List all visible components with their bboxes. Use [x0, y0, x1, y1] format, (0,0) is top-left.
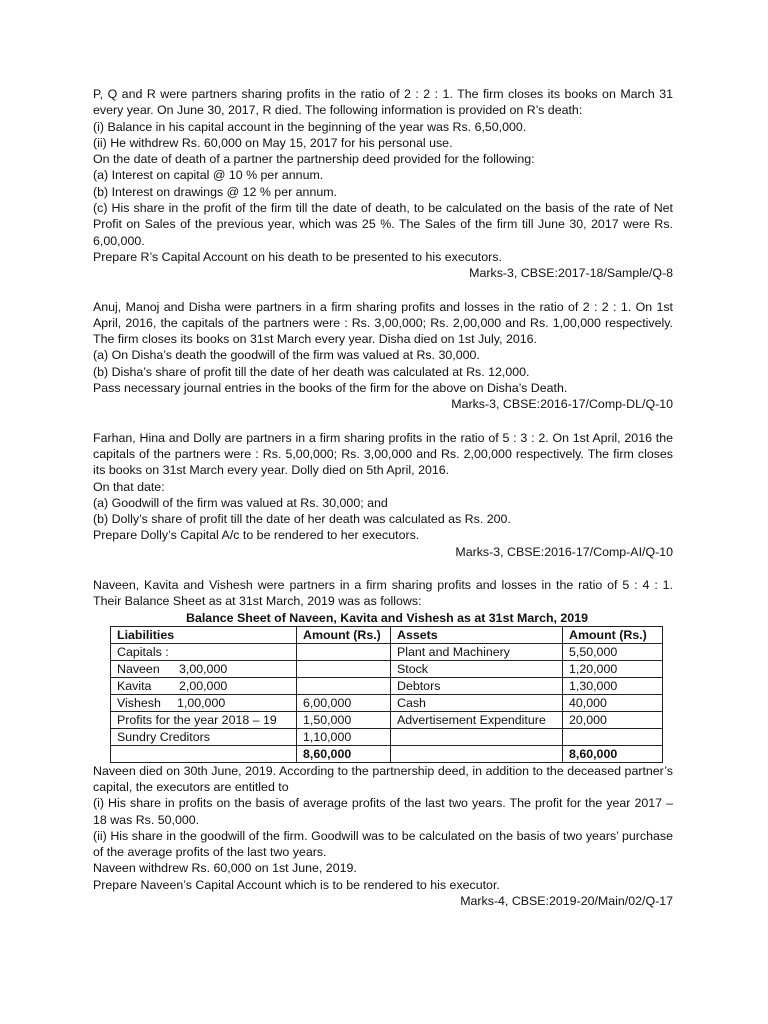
- table-row: [111, 711, 663, 728]
- header-cell: Liabilities: [111, 626, 297, 643]
- liability-cell: Profits for the year 2018 – 19: [111, 711, 297, 728]
- question-text: (ii) His share in the goodwill of the firm. Goodwill was to be calculated on the basis of two years’ purchase of the average profits of the last two years.: [93, 828, 673, 860]
- question-text: (a) Interest on capital @ 10 % per annum.: [93, 168, 324, 183]
- table-total-row: [111, 745, 663, 762]
- question-text: (b) Interest on drawings @ 12 % per annum.: [93, 184, 337, 199]
- table-row: [111, 660, 663, 677]
- partner-name: Naveen: [117, 661, 160, 676]
- asset-cell: Cash: [391, 694, 563, 711]
- marks-reference: Marks-4, CBSE:2019-20/Main/02/Q-17: [460, 893, 673, 908]
- header-cell: Amount (Rs.): [297, 626, 391, 643]
- question-4: [93, 577, 673, 909]
- balance-sheet-table: [110, 626, 663, 763]
- amount-cell: 20,000: [563, 711, 663, 728]
- question-text: Prepare R’s Capital Account on his death to be presented to his executors.: [93, 249, 502, 264]
- table-header-row: [111, 626, 663, 643]
- total-amount-cell: 8,60,000: [563, 745, 663, 762]
- amount-cell: 1,20,000: [563, 660, 663, 677]
- table-row: [111, 728, 663, 745]
- partner-name: Kavita: [117, 678, 152, 693]
- question-text: Pass necessary journal entries in the books of the firm for the above on Disha’s Death.: [93, 381, 568, 396]
- question-text: Naveen, Kavita and Vishesh were partners in a firm sharing profits and losses in the ratio of 5 : 4 : 1. Their Balance Sheet as at 31st March, 2019 was as follows:: [93, 578, 673, 609]
- asset-cell: Plant and Machinery: [391, 643, 563, 660]
- liability-cell: [111, 694, 297, 711]
- table-row: [111, 694, 663, 711]
- question-text: (c) His share in the profit of the firm till the date of death, to be calculated on the basis of the rate of Net Profit on Sales of the previous year, which was 25 %. The Sales of the firm till June 30, 2017 were Rs. 6,00,000.: [93, 201, 673, 248]
- asset-cell: Debtors: [391, 677, 563, 694]
- table-row: [111, 643, 663, 660]
- question-text: (i) Balance in his capital account in the beginning of the year was Rs. 6,50,000.: [93, 119, 527, 134]
- balance-sheet-title: Balance Sheet of Naveen, Kavita and Vishesh as at 31st March, 2019: [186, 610, 588, 625]
- amount-cell: 1,30,000: [563, 677, 663, 694]
- question-text: Farhan, Hina and Dolly are partners in a firm sharing profits in the ratio of 5 : 3 : 2. On 1st April, 2016 the capitals of the partners were : Rs. 5,00,000; Rs. 3,00,000 and Rs. 2,00,000 respectively. The firm closes its books on 31st March every year. Dolly died on 5th April, 2016.: [93, 430, 673, 478]
- question-text: Naveen withdrew Rs. 60,000 on 1st June, 2019.: [93, 861, 357, 876]
- amount-cell: [563, 728, 663, 745]
- amount-cell: 1,10,000: [297, 728, 391, 745]
- question-3: [93, 430, 673, 560]
- question-text: (ii) He withdrew Rs. 60,000 on May 15, 2017 for his personal use.: [93, 135, 453, 150]
- asset-cell: [391, 745, 563, 762]
- amount-cell: 5,50,000: [563, 643, 663, 660]
- header-cell: Assets: [391, 626, 563, 643]
- question-text: (a) Goodwill of the firm was valued at Rs. 30,000; and: [93, 495, 388, 510]
- question-text: (b) Disha’s share of profit till the date of her death was calculated at Rs. 12,000.: [93, 364, 530, 379]
- liability-cell: [111, 745, 297, 762]
- marks-reference: Marks-3, CBSE:2016-17/Comp-AI/Q-10: [455, 544, 673, 559]
- amount-cell: [297, 643, 391, 660]
- document-page: [93, 86, 673, 909]
- asset-cell: [391, 728, 563, 745]
- question-text: Prepare Dolly’s Capital A/c to be rendered to her executors.: [93, 528, 420, 543]
- amount-cell: 1,50,000: [297, 711, 391, 728]
- question-text: On that date:: [93, 479, 165, 494]
- question-text: P, Q and R were partners sharing profits in the ratio of 2 : 2 : 1. The firm closes its books on March 31 every year. On June 30, 2017, R died. The following information is provided on R’s death:: [93, 87, 673, 118]
- question-text: (i) His share in profits on the basis of average profits of the last two years. The profit for the year 2017 – 18 was Rs. 50,000.: [93, 796, 673, 827]
- question-text: (b) Dolly’s share of profit till the date of her death was calculated as Rs. 200.: [93, 512, 511, 527]
- question-text: Prepare Naveen’s Capital Account which is to be rendered to his executor.: [93, 877, 500, 892]
- question-text: Naveen died on 30th June, 2019. According to the partnership deed, in addition to the deceased partner’s capital, the executors are entitled to: [93, 763, 673, 794]
- partner-capital: 1,00,000: [177, 695, 226, 710]
- liability-cell: [111, 660, 297, 677]
- question-2: [93, 299, 673, 413]
- amount-cell: 6,00,000: [297, 694, 391, 711]
- question-text: Anuj, Manoj and Disha were partners in a firm sharing profits and losses in the ratio of 2 : 2 : 1. On 1st April, 2016, the capitals of the partners were : Rs. 3,00,000; Rs. 2,00,000 and Rs. 1,00,000 respectively. The firm closes its books on 31st March every year. Disha died on 1st July, 2016.: [93, 299, 673, 347]
- partner-capital: 3,00,000: [179, 661, 228, 676]
- header-cell: Amount (Rs.): [563, 626, 663, 643]
- question-text: On the date of death of a partner the partnership deed provided for the following:: [93, 152, 535, 167]
- liability-cell: Sundry Creditors: [111, 728, 297, 745]
- liability-cell: [111, 677, 297, 694]
- question-1: [93, 86, 673, 282]
- question-text: (a) On Disha’s death the goodwill of the firm was valued at Rs. 30,000.: [93, 348, 480, 363]
- amount-cell: [297, 660, 391, 677]
- marks-reference: Marks-3, CBSE:2017-18/Sample/Q-8: [469, 266, 673, 281]
- partner-capital: 2,00,000: [179, 678, 228, 693]
- total-amount-cell: 8,60,000: [297, 745, 391, 762]
- amount-cell: 40,000: [563, 694, 663, 711]
- liability-cell: Capitals :: [111, 643, 297, 660]
- amount-cell: [297, 677, 391, 694]
- asset-cell: Advertisement Expenditure: [391, 711, 563, 728]
- table-row: [111, 677, 663, 694]
- asset-cell: Stock: [391, 660, 563, 677]
- partner-name: Vishesh: [117, 695, 161, 710]
- marks-reference: Marks-3, CBSE:2016-17/Comp-DL/Q-10: [451, 397, 673, 412]
